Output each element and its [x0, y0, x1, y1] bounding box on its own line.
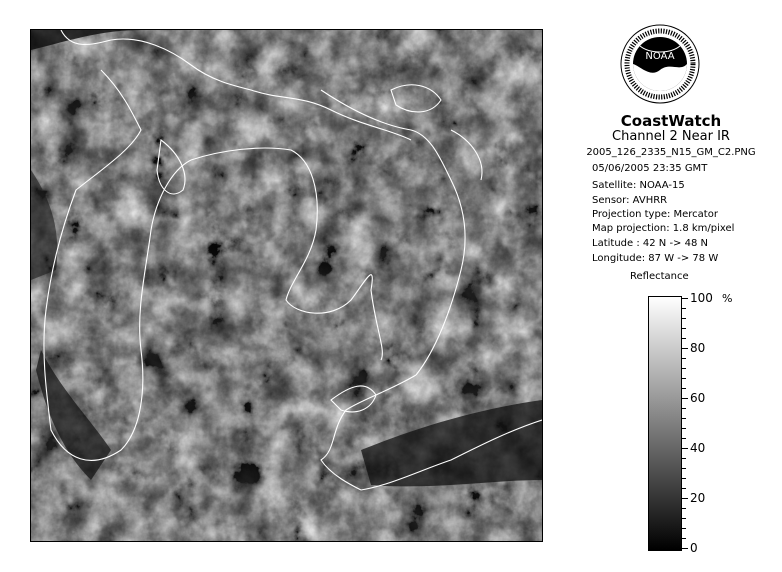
colorbar-major-tick	[682, 348, 688, 349]
colorbar-minor-tick	[682, 328, 686, 329]
colorbar-minor-tick	[682, 338, 686, 339]
satellite-image	[30, 29, 543, 542]
colorbar-minor-tick	[682, 518, 686, 519]
colorbar-tick-label: 100	[690, 291, 713, 305]
noaa-seal-icon	[620, 24, 700, 104]
colorbar-minor-tick	[682, 368, 686, 369]
colorbar-minor-tick	[682, 528, 686, 529]
legend-unit: %	[722, 292, 733, 305]
satellite-text: Satellite: NOAA-15	[592, 180, 685, 191]
colorbar-minor-tick	[682, 468, 686, 469]
colorbar-minor-tick	[682, 508, 686, 509]
projection-type-text: Projection type: Mercator	[592, 209, 718, 220]
legend-label: Reflectance	[630, 271, 689, 282]
datetime-text: 05/06/2005 23:35 GMT	[592, 163, 708, 174]
longitude-text: Longitude: 87 W -> 78 W	[592, 253, 719, 264]
app-title: CoastWatch	[620, 112, 722, 130]
latitude-text: Latitude : 42 N -> 48 N	[592, 238, 708, 249]
map-projection-text: Map projection: 1.8 km/pixel	[592, 223, 735, 234]
colorbar-minor-tick	[682, 428, 686, 429]
colorbar-major-tick	[682, 298, 688, 299]
colorbar-tick-label: 40	[690, 441, 706, 455]
svg-text:NOAA: NOAA	[645, 51, 675, 62]
colorbar-minor-tick	[682, 358, 686, 359]
reflectance-colorbar	[648, 296, 682, 551]
colorbar-minor-tick	[682, 488, 686, 489]
colorbar-tick-label: 0	[690, 541, 698, 555]
colorbar-tick-label: 20	[690, 491, 706, 505]
noaa-logo	[620, 24, 700, 104]
colorbar-minor-tick	[682, 538, 686, 539]
colorbar-minor-tick	[682, 438, 686, 439]
colorbar-minor-tick	[682, 308, 686, 309]
colorbar-minor-tick	[682, 408, 686, 409]
colorbar-major-tick	[682, 498, 688, 499]
satellite-imagery-svg	[31, 30, 542, 541]
colorbar-tick-label: 80	[690, 341, 706, 355]
sensor-text: Sensor: AVHRR	[592, 195, 668, 206]
colorbar-tick-label: 60	[690, 391, 706, 405]
colorbar-major-tick	[682, 448, 688, 449]
colorbar-minor-tick	[682, 378, 686, 379]
colorbar-major-tick	[682, 548, 688, 549]
colorbar-minor-tick	[682, 318, 686, 319]
colorbar-minor-tick	[682, 418, 686, 419]
image-filename: 2005_126_2335_N15_GM_C2.PNG	[586, 147, 756, 158]
channel-subtitle: Channel 2 Near IR	[612, 129, 730, 144]
colorbar-minor-tick	[682, 388, 686, 389]
colorbar-minor-tick	[682, 478, 686, 479]
colorbar-minor-tick	[682, 458, 686, 459]
colorbar-major-tick	[682, 398, 688, 399]
